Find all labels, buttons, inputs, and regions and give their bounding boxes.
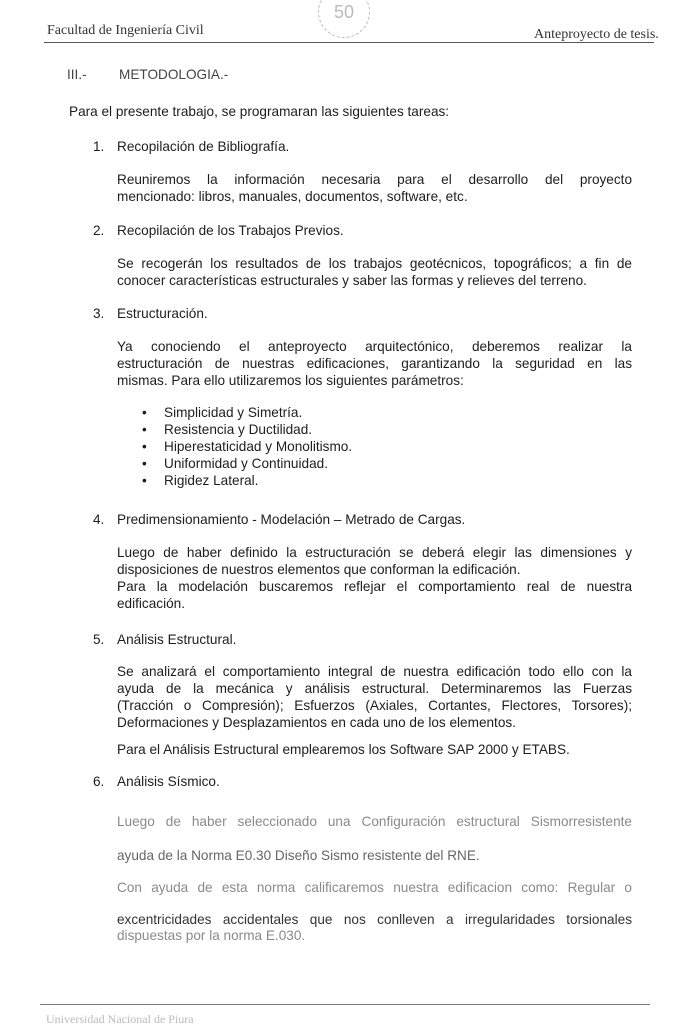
bullet-icon: • [142,405,147,420]
item-title: Análisis Estructural. [117,632,237,647]
paragraph-line: conocer características estructurales y saber las formas y relieves del terreno. [117,273,587,288]
paragraph-line: Para la modelación buscaremos reflejar el comportamiento real de nuestra [117,579,632,594]
bullet-item: Rigidez Lateral. [164,473,259,488]
paragraph-line: mencionado: libros, manuales, documentos, software, etc. [117,189,468,204]
paragraph-line: dispuestas por la norma E.030. [117,928,306,943]
paragraph-line: ayuda de la mecánica y análisis estructural. Determinaremos las Fuerzas [117,681,632,696]
header-divider [44,42,654,43]
paragraph-line: Se recogerán los resultados de los trabajos geotécnicos, topográficos; a fin de [117,256,632,271]
paragraph-line: estructuración de nuestras edificaciones, garantizando la seguridad en las [117,356,632,371]
paragraph-line: Ya conociendo el anteproyecto arquitectónico, deberemos realizar la [117,339,632,354]
bullet-item: Uniformidad y Continuidad. [164,456,328,471]
item-number: 3. [93,306,105,321]
bullet-icon: • [142,439,147,454]
paragraph-line: excentricidades accidentales que nos conlleven a irregularidades torsionales [117,912,632,927]
footer-divider [40,1004,650,1005]
paragraph-line: Se analizará el comportamiento integral de nuestra edificación todo ello con la [117,664,632,679]
header-left: Facultad de Ingeniería Civil [47,23,204,38]
item-number: 5. [93,632,105,647]
section-number: III.- [67,67,87,82]
item-number: 1. [93,139,105,154]
bullet-icon: • [142,473,147,488]
paragraph-line: edificación. [117,596,186,611]
item-number: 4. [93,512,105,527]
item-title: Estructuración. [117,306,208,321]
item-title: Recopilación de Bibliografía. [117,139,290,154]
item-title: Predimensionamiento - Modelación – Metrado de Cargas. [117,512,466,527]
bullet-item: Simplicidad y Simetría. [164,405,303,420]
paragraph-line: (Tracción o Compresión); Esfuerzos (Axiales, Cortantes, Flectores, Torsores); [117,698,632,713]
paragraph-line: ayuda de la Norma E0.30 Diseño Sismo resistente del RNE. [117,848,480,863]
item-title: Análisis Sísmico. [117,774,220,789]
item-number: 2. [93,223,105,238]
bullet-icon: • [142,422,147,437]
bullet-icon: • [142,456,147,471]
item-title: Recopilación de los Trabajos Previos. [117,223,344,238]
seal-text: 50 [333,2,355,22]
university-seal [318,0,370,38]
paragraph-line: Luego de haber definido la estructuración se deberá elegir las dimensiones y [117,545,632,560]
paragraph-line: Deformaciones y Desplazamientos en cada uno de los elementos. [117,715,516,730]
paragraph-line: disposiciones de nuestros elementos que conforman la edificación. [117,562,521,577]
item-number: 6. [93,774,105,789]
bullet-item: Hiperestaticidad y Monolitismo. [164,439,353,454]
paragraph-line: Luego de haber seleccionado una Configuración estructural Sismorresistente [117,814,632,829]
paragraph-line: Para el Análisis Estructural emplearemos los Software SAP 2000 y ETABS. [117,742,570,757]
intro-text: Para el presente trabajo, se programaran las siguientes tareas: [69,104,450,119]
section-title: METODOLOGIA.- [119,67,229,82]
bullet-item: Resistencia y Ductilidad. [164,422,313,437]
paragraph-line: Con ayuda de esta norma calificaremos nuestra edificacion como: Regular o [117,880,632,895]
paragraph-line: Reuniremos la información necesaria para el desarrollo del proyecto [117,172,632,187]
header-right: Anteproyecto de tesis. [534,27,659,42]
paragraph-line: mismas. Para ello utilizaremos los siguientes parámetros: [117,373,464,388]
footer-text: Universidad Nacional de Piura [46,1012,194,1026]
